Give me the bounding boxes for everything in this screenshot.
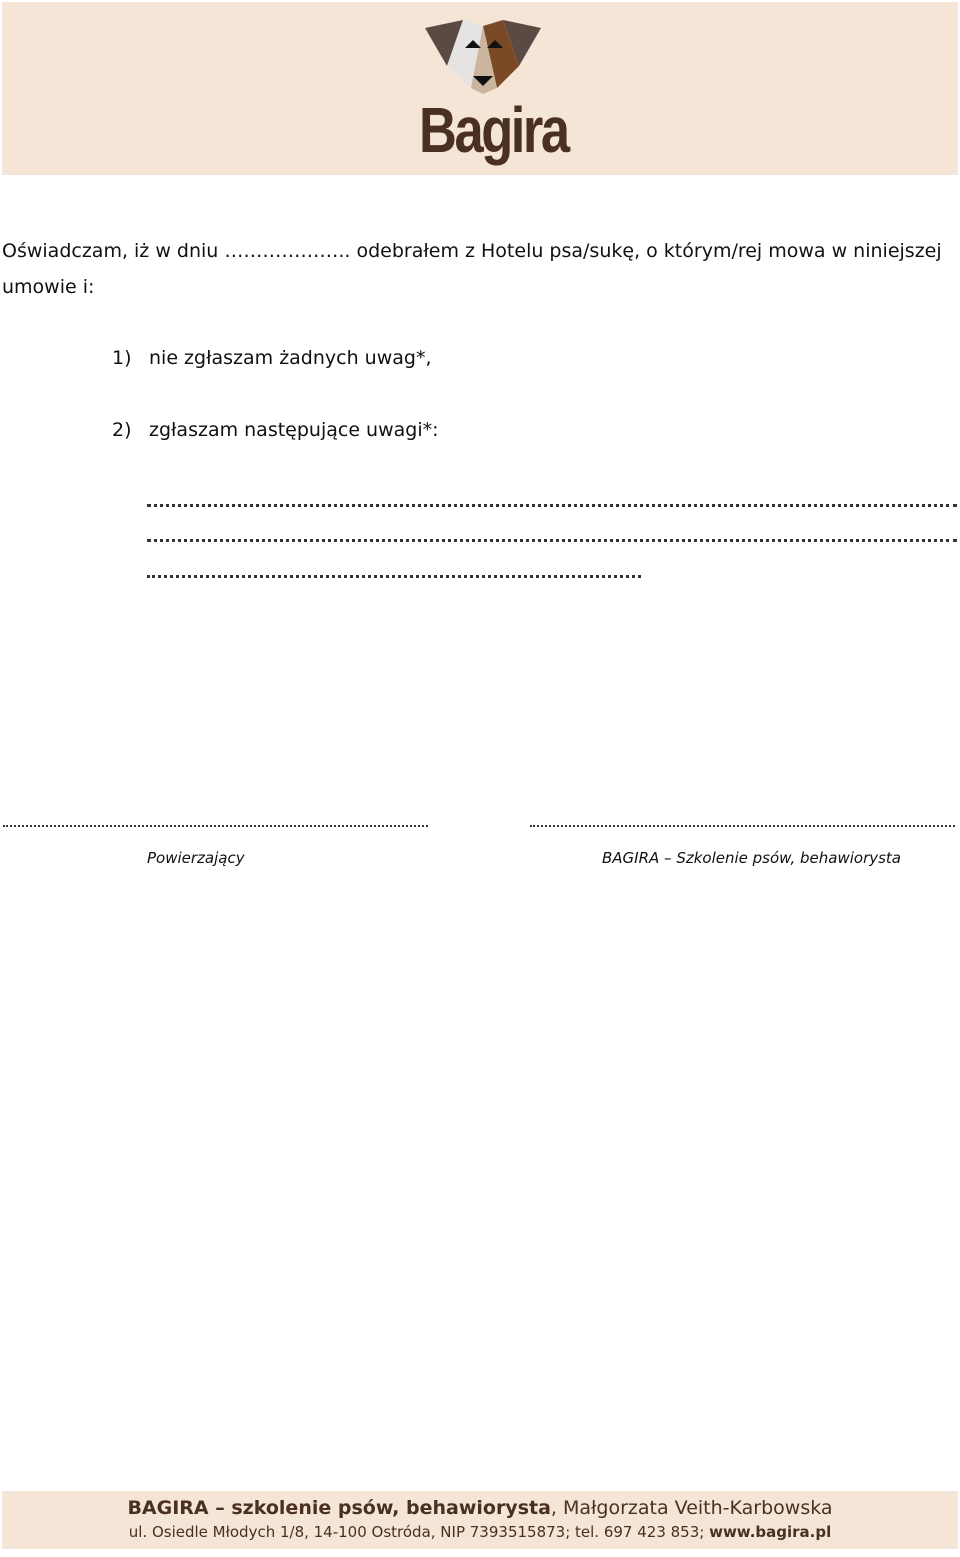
option-text: zgłaszam następujące uwagi*: bbox=[149, 419, 439, 441]
remarks-line-3 bbox=[147, 575, 641, 578]
signature-line-right bbox=[530, 825, 955, 827]
statement-line-1: Oświadczam, iż w dniu ……………….. odebrałem z Hotelu psa/sukę, o którym/rej mowa w niniejszej bbox=[2, 240, 942, 262]
logo-wordmark: Bagira bbox=[419, 94, 568, 166]
option-text: nie zgłaszam żadnych uwag*, bbox=[149, 347, 432, 369]
option-item-2 bbox=[112, 418, 439, 442]
footer-website: www.bagira.pl bbox=[709, 1523, 832, 1541]
remarks-line-1 bbox=[147, 504, 957, 507]
footer-owner-name: , Małgorzata Veith-Karbowska bbox=[550, 1497, 833, 1519]
option-number: 1) bbox=[112, 347, 132, 369]
footer-company-name: BAGIRA – szkolenie psów, behawiorysta bbox=[127, 1497, 551, 1519]
signature-line-left bbox=[3, 825, 428, 827]
remarks-line-2 bbox=[147, 539, 957, 542]
dog-head-icon bbox=[405, 18, 561, 98]
statement-line-2: umowie i: bbox=[2, 276, 95, 298]
footer-address: ul. Osiedle Młodych 1/8, 14-100 Ostróda, NIP 7393515873; tel. 697 423 853; bbox=[128, 1523, 710, 1541]
bagira-logo bbox=[405, 18, 568, 168]
footer-company-line bbox=[2, 1496, 958, 1520]
signature-label-right: BAGIRA – Szkolenie psów, behawiorysta bbox=[602, 849, 901, 867]
footer-contact-line bbox=[2, 1522, 958, 1542]
signature-label-left: Powierzający bbox=[147, 849, 245, 867]
option-item-1 bbox=[112, 346, 432, 370]
option-number: 2) bbox=[112, 419, 132, 441]
letterhead-footer bbox=[2, 1491, 958, 1549]
letterhead-header bbox=[2, 2, 958, 175]
